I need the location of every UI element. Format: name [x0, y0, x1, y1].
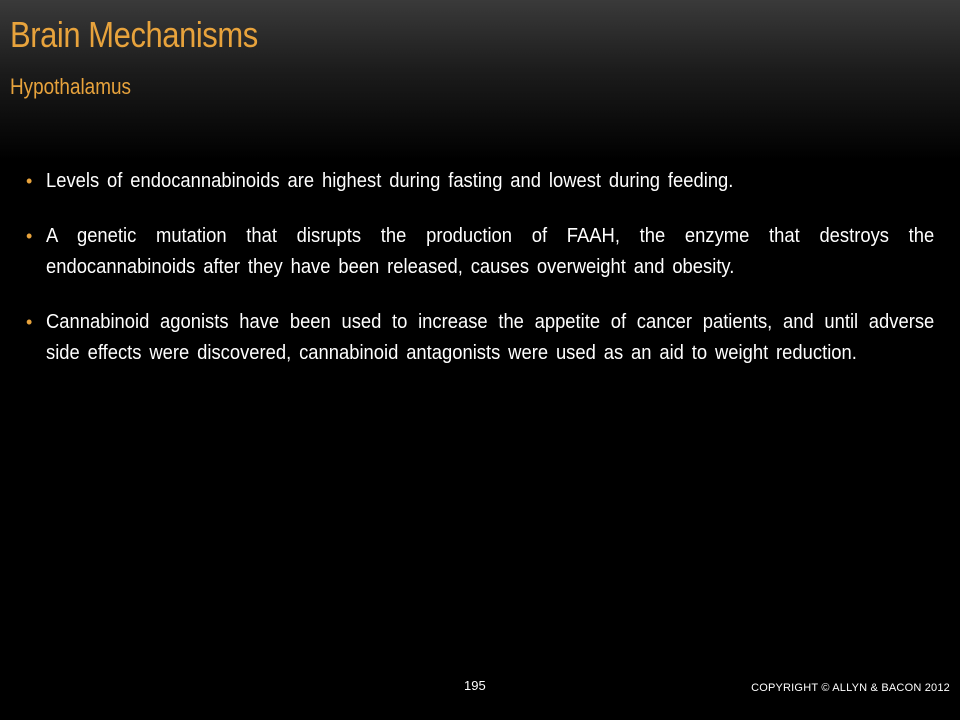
slide-subtitle: Hypothalamus — [10, 74, 131, 99]
bullet-list — [20, 166, 940, 393]
bullet-icon: • — [26, 171, 33, 191]
bullet-text: Levels of endocannabinoids are highest during fasting and lowest during feeding. — [46, 170, 734, 192]
bullet-item — [20, 221, 940, 283]
bullet-text: Cannabinoid agonists have been used to increase the appetite of cancer patients, and until adverse side effects were discovered, cannabinoid antagonists were used as an aid to weight reduction. — [46, 311, 935, 364]
page-number: 195 — [464, 678, 486, 693]
copyright-notice: COPYRIGHT © ALLYN & BACON 2012 — [751, 682, 950, 694]
slide-title: Brain Mechanisms — [10, 14, 258, 55]
bullet-icon: • — [26, 312, 33, 332]
bullet-icon: • — [26, 226, 33, 246]
bullet-text: A genetic mutation that disrupts the production of FAAH, the enzyme that destroys the endocannabinoids after they have been released, causes overweight and obesity. — [46, 225, 935, 278]
bullet-item — [20, 166, 940, 197]
bullet-item — [20, 307, 940, 369]
